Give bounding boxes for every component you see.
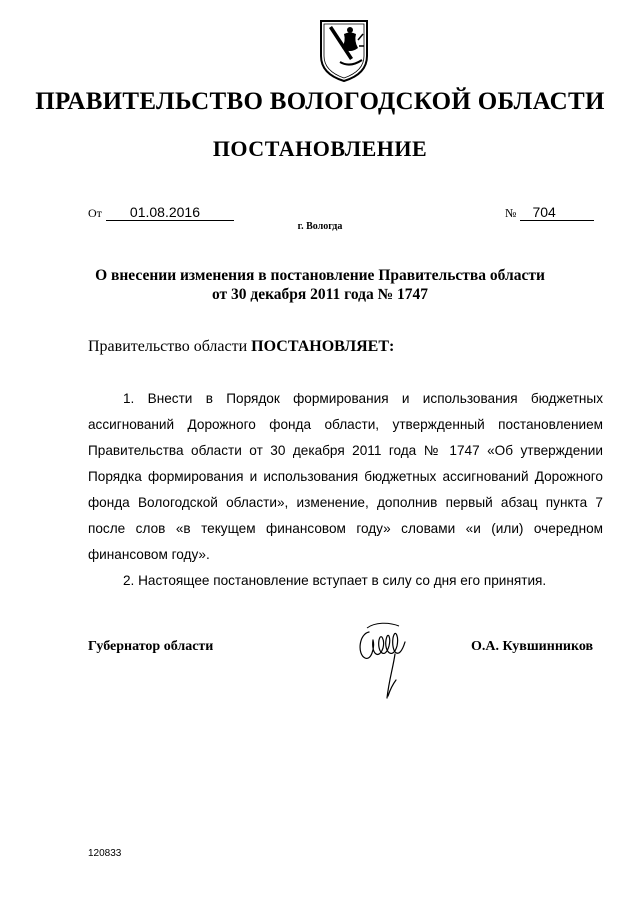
signer-position: Губернатор области bbox=[88, 639, 214, 654]
document-number: 704 bbox=[520, 205, 594, 221]
city-label: г. Вологда bbox=[297, 221, 343, 232]
paragraph-1: 1. Внести в Порядок формирования и использования бюджетных ассигнований Дорожного фонда области, утвержденный постановлением Правительства области от 30 декабря 2011 года № 1747 «Об утверждении Порядка формирования и использования бюджетных ассигнований Дорожного фонда Вологодской области», изменение, дополнив первый абзац пункта 7 после слов «в текущем финансовом году» словами «и (или) очередном финансовом году». bbox=[88, 391, 603, 562]
preamble bbox=[88, 338, 394, 356]
document-subject bbox=[60, 266, 580, 304]
preamble-verb: ПОСТАНОВЛЯЕТ: bbox=[251, 338, 395, 355]
paragraph-2: 2. Настоящее постановление вступает в силу со дня его принятия. bbox=[123, 573, 547, 588]
number-prefix: № bbox=[505, 206, 517, 220]
signer-name: О.А. Кувшинников bbox=[471, 639, 594, 654]
date-prefix: От bbox=[88, 206, 102, 220]
handwritten-signature-icon bbox=[355, 618, 415, 706]
date-field bbox=[88, 204, 234, 222]
preamble-text: Правительство области bbox=[88, 338, 252, 355]
subject-line-1: О внесении изменения в постановление Правительства области bbox=[95, 267, 545, 284]
number-field bbox=[505, 204, 594, 222]
document-type: ПОСТАНОВЛЕНИЕ bbox=[212, 136, 428, 161]
subject-line-2: от 30 декабря 2011 года № 1747 bbox=[211, 286, 429, 303]
document-body bbox=[88, 386, 603, 594]
coat-of-arms-icon bbox=[318, 18, 370, 84]
organization-title: ПРАВИТЕЛЬСТВО ВОЛОГОДСКОЙ ОБЛАСТИ bbox=[35, 88, 605, 115]
document-code: 120833 bbox=[88, 848, 122, 859]
document-date: 01.08.2016 bbox=[106, 205, 234, 221]
